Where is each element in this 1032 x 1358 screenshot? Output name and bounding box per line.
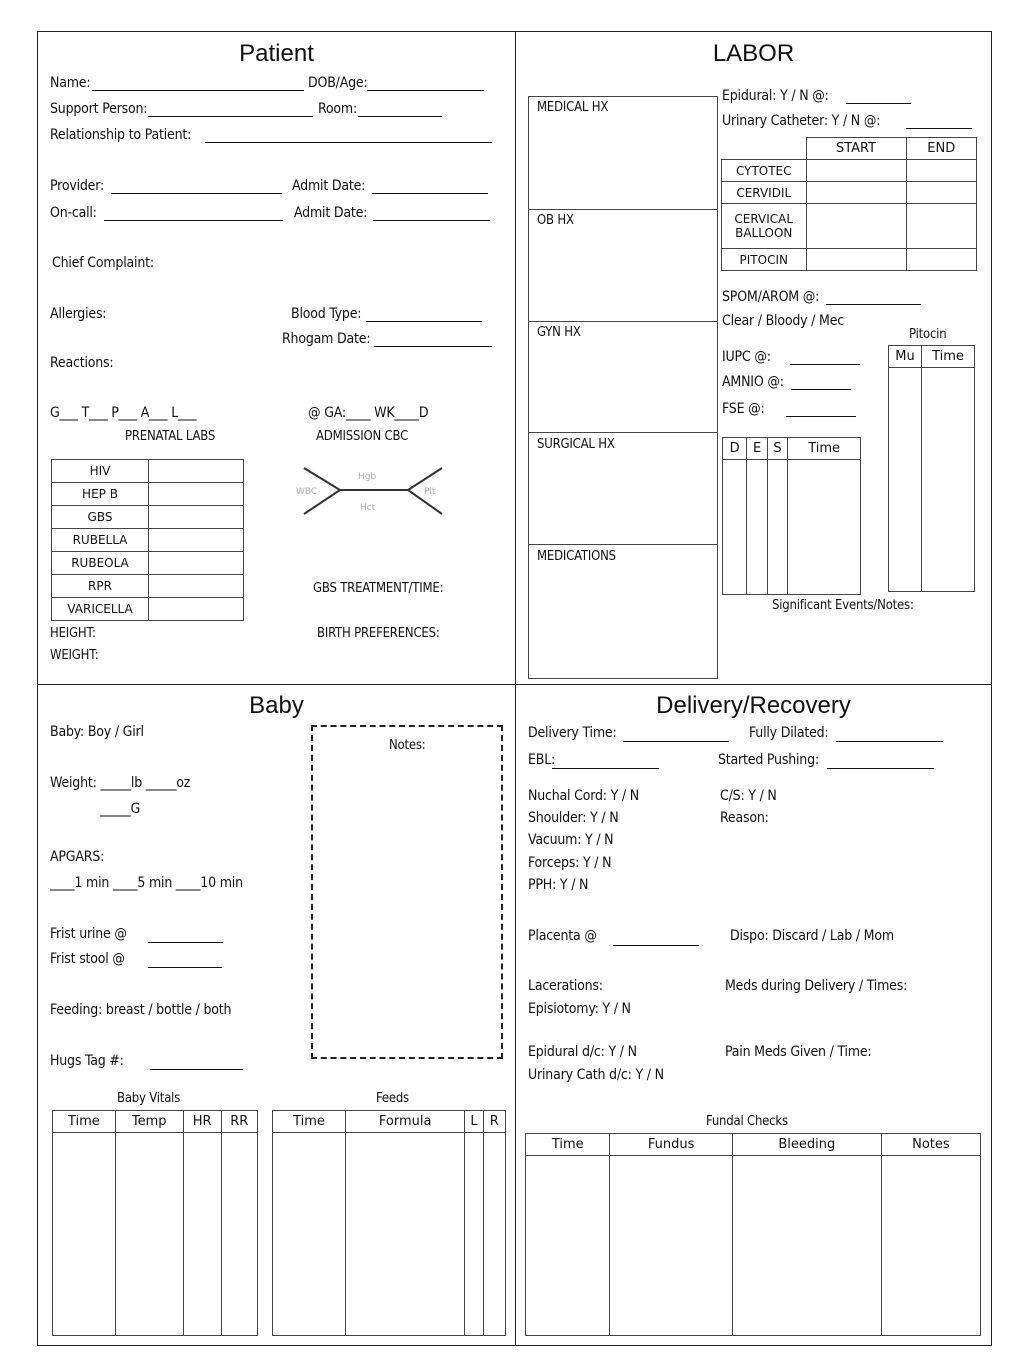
med-start-cell[interactable] [806, 204, 906, 249]
dob-label: DOB/Age: [308, 75, 368, 91]
meds-during-delivery-label: Meds during Delivery / Times: [725, 978, 908, 994]
lab-name: RUBEOLA [52, 552, 149, 575]
column-header: E [747, 438, 767, 460]
gyn-hx-label: GYN HX [537, 325, 581, 340]
column-header: Time [526, 1134, 610, 1156]
srom-arom-label: SPOM/AROM @: [722, 289, 820, 305]
lab-result-cell[interactable] [149, 575, 244, 598]
column-header: D [723, 438, 747, 460]
column-header: Fundus [610, 1134, 732, 1156]
height-label: HEIGHT: [50, 626, 96, 641]
medical-hx-label: MEDICAL HX [537, 100, 609, 115]
admission-cbc-label: ADMISSION CBC [316, 429, 409, 444]
lab-result-cell[interactable] [149, 460, 244, 483]
column-header: HR [183, 1111, 221, 1133]
baby-vitals-title: Baby Vitals [117, 1091, 181, 1106]
cbc-hct-label: Hct [360, 503, 376, 513]
baby-title: Baby [249, 692, 304, 719]
name-field[interactable] [92, 90, 304, 91]
baby-notes-box[interactable] [311, 725, 503, 1059]
induction-med-row [722, 204, 977, 249]
induction-med-name: CYTOTEC [722, 160, 807, 182]
lab-result-cell[interactable] [149, 506, 244, 529]
gtpal-label: G___ T___ P___ A___ L___ [50, 405, 197, 421]
started-pushing-field[interactable] [827, 768, 934, 769]
induction-med-name: CERVICAL BALLOON [722, 204, 807, 249]
cbc-wbc-label: WBC [296, 487, 318, 497]
placenta-label: Placenta @ [528, 928, 597, 944]
surgical-hx-label: SURGICAL HX [537, 437, 615, 452]
urinary-cath-dc-label: Urinary Cath d/c: Y / N [528, 1067, 664, 1083]
med-start-cell[interactable] [806, 182, 906, 204]
baby-sex-label: Baby: Boy / Girl [50, 724, 144, 740]
column-header: Time [53, 1111, 116, 1133]
admit-date-field-1[interactable] [372, 193, 488, 194]
iupc-label: IUPC @: [722, 349, 771, 365]
first-urine-label: Frist urine @ [50, 926, 127, 942]
prenatal-labs-table [51, 459, 244, 621]
rhogam-date-label: Rhogam Date: [282, 331, 371, 347]
apgars-label: APGARS: [50, 849, 105, 865]
ebl-field[interactable] [552, 768, 659, 769]
support-label: Support Person: [50, 101, 148, 117]
history-box [528, 96, 718, 679]
forceps-label: Forceps: Y / N [528, 855, 612, 871]
lab-row [52, 506, 244, 529]
started-pushing-label: Started Pushing: [718, 752, 819, 768]
lab-name: HIV [52, 460, 149, 483]
start-header: START [806, 138, 906, 160]
fse-label: FSE @: [722, 401, 765, 417]
urinary-catheter-time-field[interactable] [906, 128, 972, 129]
shoulder-label: Shoulder: Y / N [528, 810, 619, 826]
reason-label: Reason: [720, 810, 769, 826]
med-end-cell[interactable] [906, 160, 976, 182]
hugs-tag-label: Hugs Tag #: [50, 1053, 124, 1069]
med-end-cell[interactable] [906, 249, 976, 271]
gestational-age-label: @ GA:____ WK____D [308, 405, 429, 421]
induction-med-row [722, 182, 977, 204]
baby-weight-label: Weight: _____lb _____oz [50, 775, 191, 791]
induction-med-name: CERVIDIL [722, 182, 807, 204]
blood-type-field[interactable] [366, 321, 482, 322]
column-header: Time [273, 1111, 346, 1133]
episiotomy-label: Episiotomy: Y / N [528, 1001, 631, 1017]
column-header: RR [221, 1111, 257, 1133]
delivery-time-field[interactable] [623, 741, 729, 742]
epidural-dc-label: Epidural d/c: Y / N [528, 1044, 637, 1060]
lab-row [52, 575, 244, 598]
fluid-color-label: Clear / Bloody / Mec [722, 313, 844, 329]
provider-label: Provider: [50, 178, 104, 194]
induction-med-row [722, 249, 977, 271]
lab-row [52, 483, 244, 506]
column-header: Formula [346, 1111, 465, 1133]
induction-meds-table [721, 137, 977, 271]
ob-hx-label: OB HX [537, 213, 574, 228]
birth-preferences-label: BIRTH PREFERENCES: [317, 626, 440, 641]
iupc-time-field[interactable] [790, 364, 860, 365]
epidural-label: Epidural: Y / N @: [722, 88, 829, 104]
feeding-label: Feeding: breast / bottle / both [50, 1002, 232, 1018]
cbc-plt-label: Plt [424, 487, 436, 497]
lab-name: VARICELLA [52, 598, 149, 621]
lab-result-cell[interactable] [149, 552, 244, 575]
lab-name: GBS [52, 506, 149, 529]
lab-name: RPR [52, 575, 149, 598]
support-field[interactable] [148, 116, 313, 117]
lab-row [52, 598, 244, 621]
lab-name: HEP B [52, 483, 149, 506]
nuchal-cord-label: Nuchal Cord: Y / N [528, 788, 639, 804]
first-stool-label: Frist stool @ [50, 951, 125, 967]
provider-field[interactable] [111, 193, 282, 194]
prenatal-labs-label: PRENATAL LABS [125, 429, 216, 444]
feeds-title: Feeds [376, 1091, 409, 1106]
lacerations-label: Lacerations: [528, 978, 603, 994]
ebl-label: EBL: [528, 752, 556, 768]
amnio-time-field[interactable] [791, 389, 851, 390]
placenta-time-field[interactable] [613, 945, 699, 946]
fundal-checks-title: Fundal Checks [706, 1114, 788, 1129]
column-header: Time [922, 346, 975, 368]
med-end-cell[interactable] [906, 182, 976, 204]
admit-date-label-1: Admit Date: [292, 178, 366, 194]
first-stool-field[interactable] [148, 967, 222, 968]
epidural-time-field[interactable] [846, 103, 911, 104]
fully-dilated-label: Fully Dilated: [749, 725, 829, 741]
med-end-cell[interactable] [906, 204, 976, 249]
placenta-dispo-label: Dispo: Discard / Lab / Mom [730, 928, 894, 944]
allergies-label: Allergies: [50, 306, 107, 322]
blood-type-label: Blood Type: [291, 306, 362, 322]
amnio-label: AMNIO @: [722, 374, 784, 390]
patient-title: Patient [239, 40, 314, 67]
delivery-title: Delivery/Recovery [656, 692, 851, 719]
cbc-fishbone-diagram [296, 462, 448, 520]
pain-meds-label: Pain Meds Given / Time: [725, 1044, 872, 1060]
vacuum-label: Vacuum: Y / N [528, 832, 614, 848]
induction-med-name: PITOCIN [722, 249, 807, 271]
pitocin-table [888, 345, 975, 592]
fundal-checks-table [525, 1133, 981, 1336]
column-header: Bleeding [732, 1134, 881, 1156]
column-header: L [465, 1111, 483, 1133]
baby-notes-label: Notes: [389, 738, 426, 753]
pitocin-label: Pitocin [909, 327, 947, 342]
cbc-hgb-label: Hgb [358, 472, 377, 482]
admit-date-label-2: Admit Date: [294, 205, 368, 221]
lab-result-cell[interactable] [149, 483, 244, 506]
feeds-table [272, 1110, 506, 1336]
c-section-label: C/S: Y / N [720, 788, 777, 804]
relationship-field[interactable] [205, 142, 492, 143]
significant-events-label: Significant Events/Notes: [772, 598, 914, 613]
room-field[interactable] [358, 116, 442, 117]
hugs-tag-field[interactable] [150, 1069, 243, 1070]
fully-dilated-field[interactable] [836, 741, 943, 742]
end-header: END [906, 138, 976, 160]
admit-date-field-2[interactable] [373, 220, 490, 221]
column-header: Mu [889, 346, 922, 368]
delivery-time-label: Delivery Time: [528, 725, 617, 741]
relationship-label: Relationship to Patient: [50, 127, 192, 143]
induction-med-row [722, 160, 977, 182]
lab-result-cell[interactable] [149, 529, 244, 552]
des-table [722, 437, 861, 595]
reactions-label: Reactions: [50, 355, 114, 371]
medications-label: MEDICATIONS [537, 549, 616, 564]
lab-result-cell[interactable] [149, 598, 244, 621]
labor-title: LABOR [712, 40, 795, 67]
rhogam-date-field[interactable] [374, 346, 492, 347]
column-header: Time [788, 438, 861, 460]
baby-grams-label: _____G [100, 801, 141, 817]
lab-row [52, 460, 244, 483]
srom-arom-time-field[interactable] [826, 304, 921, 305]
pph-label: PPH: Y / N [528, 877, 589, 893]
med-start-cell[interactable] [806, 249, 906, 271]
baby-vitals-table [52, 1110, 258, 1336]
gbs-treatment-label: GBS TREATMENT/TIME: [313, 581, 444, 596]
lab-name: RUBELLA [52, 529, 149, 552]
apgar-times-label: ____1 min ____5 min ____10 min [50, 875, 243, 891]
column-header: Temp [115, 1111, 183, 1133]
oncall-field[interactable] [104, 220, 283, 221]
first-urine-field[interactable] [148, 942, 223, 943]
weight-label: WEIGHT: [50, 648, 99, 663]
lab-row [52, 552, 244, 575]
fse-time-field[interactable] [786, 416, 856, 417]
room-label: Room: [318, 101, 358, 117]
chief-complaint-label: Chief Complaint: [52, 255, 154, 271]
oncall-label: On-call: [50, 205, 97, 221]
column-header: R [483, 1111, 505, 1133]
med-start-cell[interactable] [806, 160, 906, 182]
dob-field[interactable] [367, 90, 484, 91]
column-header: S [767, 438, 788, 460]
urinary-catheter-label: Urinary Catheter: Y / N @: [722, 113, 881, 129]
column-header: Notes [881, 1134, 980, 1156]
name-label: Name: [50, 75, 91, 91]
lab-row [52, 529, 244, 552]
